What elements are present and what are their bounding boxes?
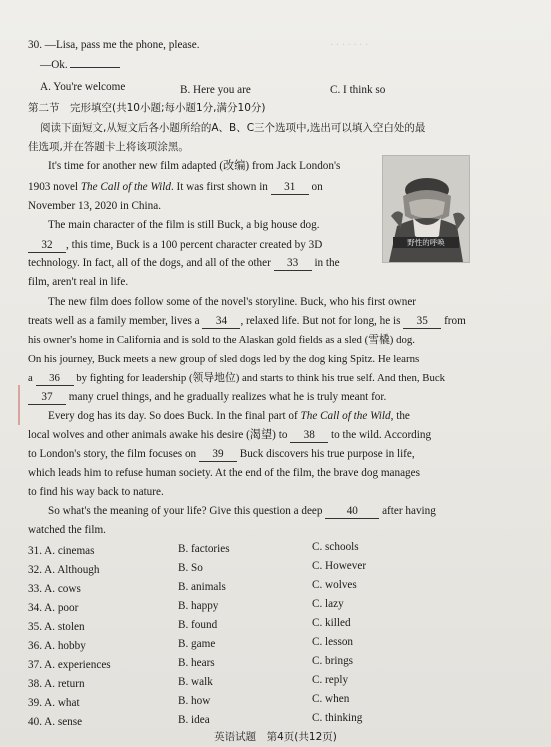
blank-31: 31 <box>271 180 309 195</box>
choice-38-c: C. reply <box>312 674 349 686</box>
choice-38-a: 38. A. return <box>28 678 85 690</box>
choice-31-b: B. factories <box>178 543 230 555</box>
blank-34: 34 <box>202 314 240 329</box>
passage-text: technology. In fact, all of the dogs, and all of the other <box>28 257 271 269</box>
passage-text: treats well as a family member, lives a <box>28 315 200 327</box>
passage-line <box>28 447 415 462</box>
blank-37: 37 <box>28 390 66 405</box>
passage-text: from <box>444 315 466 327</box>
q30-option-b: B. Here you are <box>180 84 251 96</box>
q30-blank <box>70 67 120 68</box>
film-poster-image <box>382 155 470 263</box>
passage-text: . It was first shown in <box>170 181 268 193</box>
passage-text: after having <box>382 505 436 517</box>
q30-prompt: 30. —Lisa, pass me the phone, please. <box>28 39 200 51</box>
passage-line <box>28 314 466 329</box>
choice-35-c: C. killed <box>312 617 351 629</box>
choice-37-b: B. hears <box>178 657 215 669</box>
passage-text: to London's story, the film focuses on <box>28 448 197 460</box>
blank-39: 39 <box>199 447 237 462</box>
choice-34-c: C. lazy <box>312 598 344 610</box>
passage-text: local wolves and other animals awake his desire (渴望) to <box>28 429 288 441</box>
passage-line <box>28 428 431 443</box>
page-footer: 英语试题 第4页(共12页) <box>214 731 337 743</box>
section-title: 第二节 完形填空(共10小题;每小题1分,满分10分) <box>28 102 266 114</box>
passage-text: on <box>311 181 323 193</box>
passage-text: to the wild. According <box>331 429 432 441</box>
q30-option-c: C. I think so <box>330 84 386 96</box>
choice-39-c: C. when <box>312 693 350 705</box>
passage-line: watched the film. <box>28 524 106 536</box>
choice-31-c: C. schools <box>312 541 359 553</box>
choice-35-b: B. found <box>178 619 218 631</box>
passage-line: November 13, 2020 in China. <box>28 200 161 212</box>
q30-response-text: —Ok. <box>40 59 68 71</box>
passage-line: It's time for another new film adapted (改编) from Jack London's <box>48 160 341 172</box>
film-poster-caption: 野性的呼唤 <box>393 237 459 248</box>
passage-line: The main character of the film is still Buck, a big house dog. <box>48 219 320 231</box>
blank-33: 33 <box>274 256 312 271</box>
passage-line <box>28 180 323 195</box>
choice-39-b: B. how <box>178 695 211 707</box>
choice-32-a: 32. A. Although <box>28 564 100 576</box>
passage-line: his owner's home in California and is sold to the Alaskan gold fields as a sled (雪橇) dog. <box>28 334 415 346</box>
choice-40-c: C. thinking <box>312 712 363 724</box>
passage-line <box>28 371 445 386</box>
q30-response <box>40 58 120 72</box>
choice-34-a: 34. A. poor <box>28 602 79 614</box>
choice-36-b: B. game <box>178 638 216 650</box>
passage-line <box>48 504 436 519</box>
passage-line <box>28 390 386 405</box>
choice-36-a: 36. A. hobby <box>28 640 86 652</box>
passage-text: in the <box>314 257 340 269</box>
passage-line: film, aren't real in life. <box>28 276 129 288</box>
choice-37-c: C. brings <box>312 655 354 667</box>
section-instruction-2: 佳选项,并在答题卡上将该项涂黑。 <box>28 141 189 153</box>
blank-35: 35 <box>403 314 441 329</box>
choice-32-b: B. So <box>178 562 203 574</box>
blank-38: 38 <box>290 428 328 443</box>
choice-36-c: C. lesson <box>312 636 354 648</box>
passage-text: 1903 novel <box>28 181 81 193</box>
novel-title: The Call of the Wild <box>300 410 391 422</box>
passage-text: by fighting for leadership (领导地位) and starts to think his true self. And then, Buck <box>76 372 446 384</box>
choice-33-a: 33. A. cows <box>28 583 81 595</box>
passage-line <box>28 256 340 271</box>
choice-35-a: 35. A. stolen <box>28 621 85 633</box>
choice-31-a: 31. A. cinemas <box>28 545 95 557</box>
passage-text: , relaxed life. But not for long, he is <box>240 315 401 327</box>
passage-text: Every dog has its day. So does Buck. In the final part of <box>48 410 301 422</box>
choice-32-c: C. However <box>312 560 367 572</box>
passage-text: Buck discovers his true purpose in life, <box>239 448 415 460</box>
choice-33-c: C. wolves <box>312 579 357 591</box>
novel-title: The Call of the Wild <box>80 181 171 193</box>
choice-40-a: 40. A. sense <box>28 716 83 728</box>
choice-34-b: B. happy <box>178 600 219 612</box>
passage-text: So what's the meaning of your life? Give this question a deep <box>48 505 323 517</box>
choice-38-b: B. walk <box>178 676 213 688</box>
margin-mark <box>18 385 20 425</box>
passage-line <box>48 409 410 423</box>
choice-40-b: B. idea <box>178 714 210 726</box>
passage-line <box>28 238 322 253</box>
passage-line: which leads him to refuse human society. At the end of the film, the brave dog manages <box>28 467 420 479</box>
blank-40: 40 <box>325 504 379 519</box>
passage-text: , the <box>390 410 410 422</box>
blank-36: 36 <box>36 371 74 386</box>
passage-text: a <box>28 372 33 384</box>
passage-text: many cruel things, and he gradually realizes what he is truly meant for. <box>68 391 387 403</box>
choice-39-a: 39. A. what <box>28 697 80 709</box>
choice-33-b: B. animals <box>178 581 226 593</box>
q30-option-a: A. You're welcome <box>40 81 126 93</box>
bleed-through-text: · · · · · · · <box>330 40 369 51</box>
blank-32: 32 <box>28 238 66 253</box>
choice-37-a: 37. A. experiences <box>28 659 111 671</box>
section-instruction-1: 阅读下面短文,从短文后各小题所给的A、B、C三个选项中,选出可以填入空白处的最 <box>40 122 426 134</box>
passage-line: to find his way back to nature. <box>28 486 164 498</box>
passage-line: On his journey, Buck meets a new group of sled dogs led by the dog king Spitz. He learns <box>28 353 420 365</box>
passage-line: The new film does follow some of the novel's storyline. Buck, who his first owner <box>48 296 417 308</box>
passage-text: , this time, Buck is a 100 percent character created by 3D <box>66 239 323 251</box>
